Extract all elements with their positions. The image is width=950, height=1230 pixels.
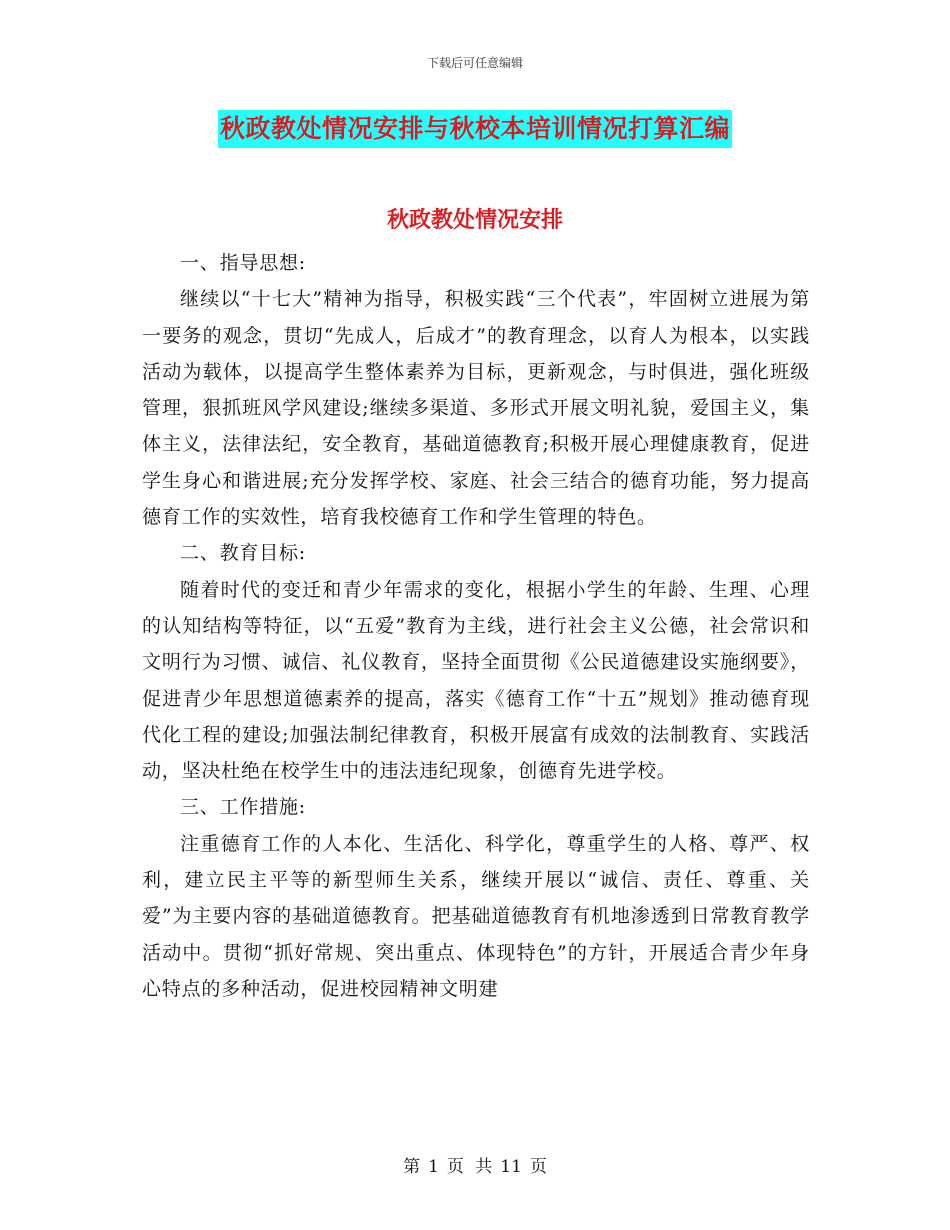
- footer-page-number: 1: [428, 1157, 439, 1177]
- heading-education-goal: 二、教育目标:: [180, 542, 307, 565]
- document-title-text: 秋政教处情况安排与秋校本培训情况打算汇编: [218, 110, 732, 148]
- heading-work-measures: 三、工作措施:: [180, 796, 307, 819]
- header-note: 下载后可任意编辑: [426, 56, 523, 70]
- footer-middle: 页 共: [446, 1157, 493, 1177]
- paragraph-work-measures: 注重德育工作的人本化、生活化、科学化，尊重学生的人格、尊严、权利，建立民主平等的新型师生关系，继续开展以“诚信、责任、尊重、关爱”为主要内容的基础道德教育。把基础道德教育有机地渗透到日常教育教学活动中。贯彻“抓好常规、突出重点、体现特色”的方针，开展适合青少年身心特点的多种活动，促进校园精神文明建: [142, 832, 810, 1000]
- footer-suffix: 页: [529, 1157, 547, 1177]
- heading-guiding-thought: 一、指导思想:: [180, 252, 307, 274]
- page-footer: [0, 1152, 950, 1177]
- footer-prefix: 第: [403, 1157, 421, 1177]
- footer-total-pages: 11: [500, 1157, 522, 1177]
- paragraph-guiding-thought: 继续以“十七大”精神为指导，积极实践“三个代表”，牢固树立进展为第一要务的观念，贯切“先成人，后成才”的教育理念，以育人为根本，以实践活动为载体，以提高学生整体素养为目标，更新观念，与时俱进，强化班级管理，狠抓班风学风建设;继续多渠道、多形式开展文明礼貌，爱国主义，集体主义，法律法纪，安全教育，基础道德教育;积极开展心理健康教育，促进学生身心和谐进展;充分发挥学校、家庭、社会三结合的德育功能，努力提高德育工作的实效性，培育我校德育工作和学生管理的特色。: [142, 288, 810, 529]
- section-title: 秋政教处情况安排: [386, 207, 563, 233]
- paragraph-education-goal: 随着时代的变迁和青少年需求的变化，根据小学生的年龄、生理、心理的认知结构等特征，以“五爱”教育为主线，进行社会主义公德，社会常识和文明行为习惯、诚信、礼仪教育，坚持全面贯彻《公民道德建设实施纲要》，促进青少年思想道德素养的提高，落实《德育工作“十五”规划》推动德育现代化工程的建设;加强法制纪律教育，积极开展富有成效的法制教育、实践活动，坚决杜绝在校学生中的违法违纪现象，创德育先进学校。: [142, 578, 810, 783]
- document-body: [142, 245, 810, 1007]
- document-title: [0, 110, 950, 148]
